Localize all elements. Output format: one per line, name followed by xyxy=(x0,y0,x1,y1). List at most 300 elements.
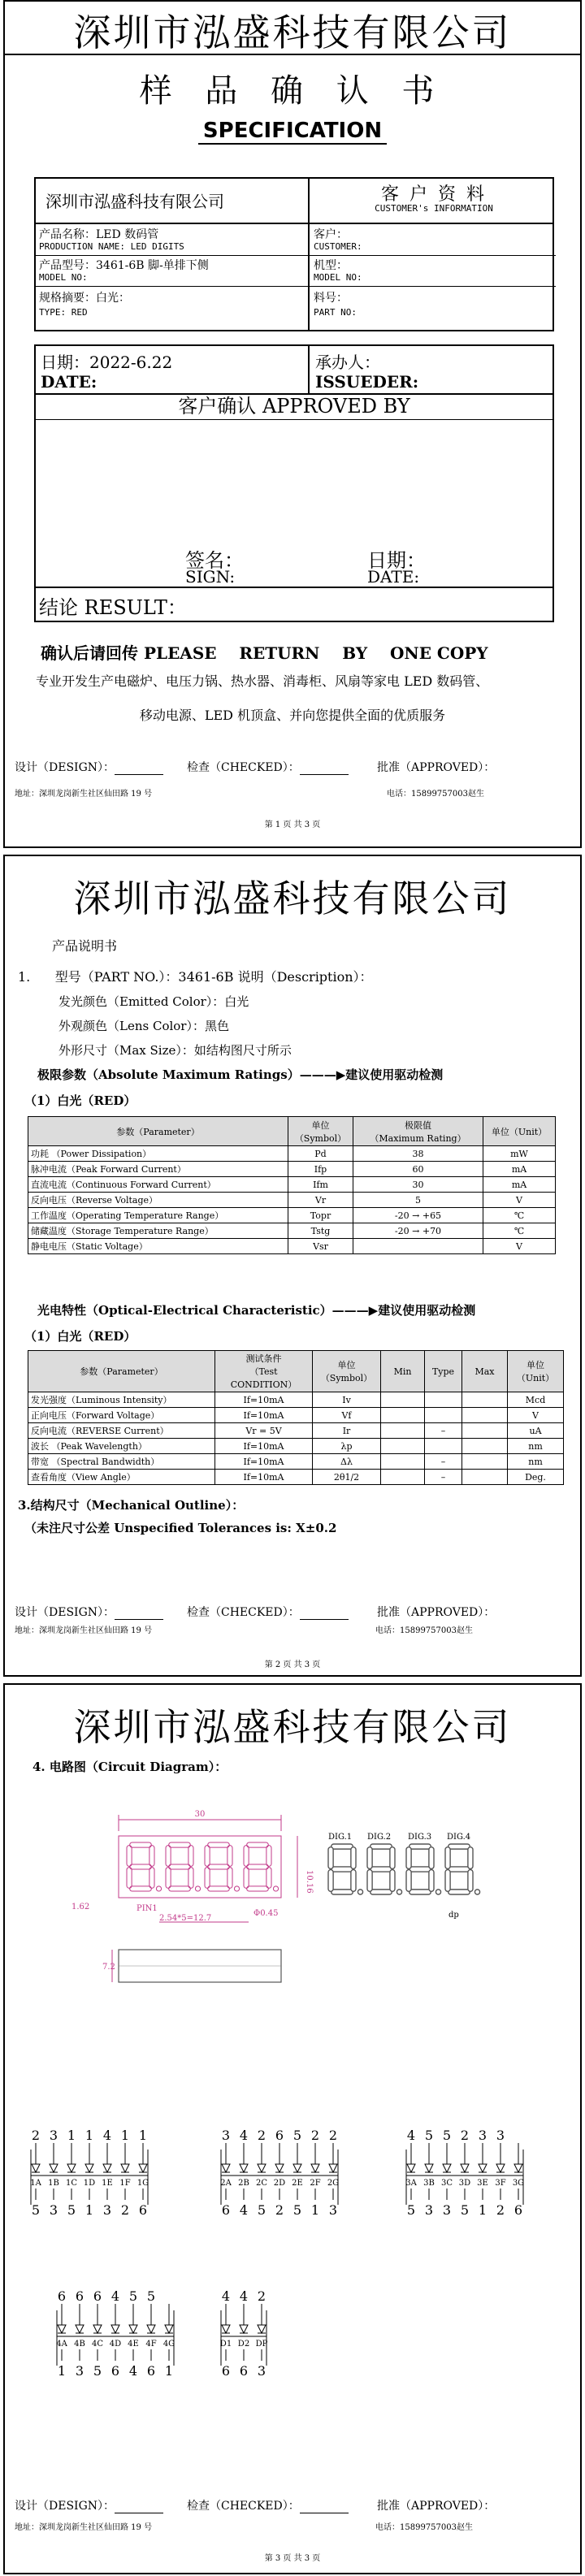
table-cell xyxy=(381,1423,425,1439)
pin-top-label: 5 xyxy=(442,2128,452,2143)
diode-symbol xyxy=(222,2325,230,2333)
footer-phone: 电话：15899757003赵生 xyxy=(387,790,484,799)
table-cell xyxy=(462,1392,508,1408)
dim-top: 30 xyxy=(194,1810,206,1819)
page-1 xyxy=(3,0,582,848)
table-cell: V xyxy=(508,1408,564,1423)
dim-right: 10.16 xyxy=(305,1870,314,1894)
pin-top-label: 4 xyxy=(221,2288,231,2304)
diode-symbol xyxy=(514,2164,522,2172)
table-cell: Iv xyxy=(313,1392,381,1408)
table-cell: 38 xyxy=(353,1146,483,1162)
segment-label: 2F xyxy=(310,2179,321,2188)
desc-line-2: 移动电源、LED 机顶盒、并向您提供全面的优质服务 xyxy=(139,708,446,723)
footer-address: 地址：深圳龙岗新生社区仙田路 19 号 xyxy=(15,790,153,799)
table-cell xyxy=(425,1439,462,1454)
pin-bottom-label: 1 xyxy=(164,2363,174,2379)
pin-top-label: 4 xyxy=(239,2288,249,2304)
table-row xyxy=(28,1162,556,1177)
diode-group-p3.dp xyxy=(220,2288,268,2379)
pin-top-label: 3 xyxy=(221,2128,231,2143)
diode-symbol xyxy=(258,2164,266,2172)
footer-address: 地址：深圳龙岗新生社区仙田路 19 号 xyxy=(15,1626,153,1635)
table-cell: Ir xyxy=(313,1423,381,1439)
col-min: Min xyxy=(381,1351,425,1392)
pin-top-label: 4 xyxy=(102,2128,112,2143)
table-cell: Vr xyxy=(288,1193,353,1208)
table-cell xyxy=(381,1408,425,1423)
spec-summary: 规格摘要：白光： xyxy=(39,292,130,305)
diode-symbol xyxy=(240,2164,248,2172)
pin-top-label: 1 xyxy=(67,2128,76,2143)
footer-approved: 批准（APPROVED）： xyxy=(377,1606,496,1619)
table-cell: 30 xyxy=(353,1177,483,1193)
cust-info-en: CUSTOMER's INFORMATION xyxy=(375,203,493,214)
diode-group-p3.g4 xyxy=(56,2288,175,2379)
footer-phone: 电话：15899757003赵生 xyxy=(375,1626,473,1635)
table-row xyxy=(28,1470,564,1485)
table-cell: Δλ xyxy=(313,1454,381,1470)
diode-symbol xyxy=(425,2164,433,2172)
dp-label: dp xyxy=(448,1911,459,1920)
table-cell xyxy=(353,1239,483,1254)
diode-symbol xyxy=(496,2164,505,2172)
diode-symbol xyxy=(103,2164,111,2172)
col-max: Max xyxy=(462,1351,508,1392)
max-size: 外形尺寸（Max Size）：如结构图尺寸所示 xyxy=(58,1043,292,1058)
table-cell: 2θ1/2 xyxy=(313,1470,381,1485)
pin-bottom-label: 4 xyxy=(239,2202,249,2218)
pin-bottom-label: 2 xyxy=(120,2202,130,2218)
sign-cn: 签名： xyxy=(185,549,244,572)
diode-symbol xyxy=(461,2164,469,2172)
segment-label: 3G xyxy=(512,2179,525,2188)
footer-approved: 批准（APPROVED）： xyxy=(377,2500,496,2513)
table-cell: Pd xyxy=(288,1146,353,1162)
limits-heading: 极限参数（Absolute Maximum Ratings）———▶建议使用驱动检测 xyxy=(37,1067,444,1082)
table-cell xyxy=(381,1470,425,1485)
pin-bottom-label: 5 xyxy=(292,2202,302,2218)
table-cell: nm xyxy=(508,1439,564,1454)
circuit-diagram xyxy=(13,2115,574,2424)
company-title: 深圳市泓盛科技有限公司 xyxy=(73,877,512,920)
table-cell: ℃ xyxy=(483,1208,556,1223)
company-title: 深圳市泓盛科技有限公司 xyxy=(73,11,512,54)
table-row xyxy=(28,1177,556,1193)
diode-symbol xyxy=(240,2325,248,2333)
pin-bottom-label: 1 xyxy=(478,2202,488,2218)
pin-bottom-label: 4 xyxy=(128,2363,138,2379)
outline-digit-4 xyxy=(244,1842,279,1891)
type-line: TYPE: RED xyxy=(39,307,88,318)
diode-group-p3.g1 xyxy=(30,2128,149,2218)
segment-label: 4D xyxy=(109,2340,122,2349)
pin-bottom-label: 3 xyxy=(257,2363,266,2379)
table-row xyxy=(28,1392,564,1408)
pin-top-label: 5 xyxy=(292,2128,302,2143)
segment-label: 2A xyxy=(220,2179,232,2188)
table-cell: ℃ xyxy=(483,1223,556,1239)
segment-label: 1C xyxy=(65,2179,78,2188)
production-name: PRODUCTION NAME: LED DIGITS xyxy=(39,241,184,252)
table-row xyxy=(28,1423,564,1439)
issuer-cn: 承办人： xyxy=(315,353,380,372)
segment-label: 3D xyxy=(458,2179,471,2188)
approved-by: 客户确认 APPROVED BY xyxy=(178,395,410,418)
segment-label: 4C xyxy=(91,2340,104,2349)
segment-label: 1G xyxy=(136,2179,150,2188)
doc-title: 样 品 确 认 书 xyxy=(139,72,446,110)
table-row xyxy=(28,1193,556,1208)
model-no: MODEL NO: xyxy=(39,272,88,283)
table-cell: 工作温度（Operating Temperature Range） xyxy=(28,1208,288,1223)
diode-symbol xyxy=(58,2325,66,2333)
table-cell: Vr = 5V xyxy=(215,1423,313,1439)
table-cell xyxy=(462,1470,508,1485)
diode-symbol xyxy=(67,2164,76,2172)
col-condition: 测试条件 （Test CONDITION） xyxy=(215,1351,313,1392)
table-cell: nm xyxy=(508,1454,564,1470)
table-cell: Vsr xyxy=(288,1239,353,1254)
segment-label: 3C xyxy=(440,2179,453,2188)
outline-heading: 3.结构尺寸（Mechanical Outline）： xyxy=(18,1498,245,1513)
table-row xyxy=(28,1239,556,1254)
segment-label: 4E xyxy=(128,2340,139,2349)
table-cell: 查看角度（View Angle） xyxy=(28,1470,215,1485)
segment-label: 2D xyxy=(273,2179,286,2188)
company-title: 深圳市泓盛科技有限公司 xyxy=(73,1705,512,1749)
segment-label: 1E xyxy=(102,2179,113,2188)
pin-bottom-label: 3 xyxy=(328,2202,338,2218)
col-parameter: 参数（Parameter） xyxy=(28,1351,215,1392)
pin-top-label: 2 xyxy=(31,2128,41,2143)
table-cell: If=10mA xyxy=(215,1408,313,1423)
diode-symbol xyxy=(50,2164,58,2172)
footer-design: 设计（DESIGN）： xyxy=(15,1604,163,1620)
outline-digit-3 xyxy=(205,1842,240,1891)
segment-label: 3E xyxy=(477,2179,488,2188)
table-cell: -20 → +70 xyxy=(353,1223,483,1239)
segment-label: DP xyxy=(255,2340,268,2349)
pin-top-label: 3 xyxy=(496,2128,505,2143)
table-cell: – xyxy=(425,1423,462,1439)
table-cell: 功耗 （Power Dissipation） xyxy=(28,1146,288,1162)
table-cell: If=10mA xyxy=(215,1439,313,1454)
company-cell: 深圳市泓盛科技有限公司 xyxy=(46,192,224,211)
table-cell: – xyxy=(425,1454,462,1470)
table-row xyxy=(28,1408,564,1423)
pin-top-label: 3 xyxy=(49,2128,58,2143)
outline-digit-2 xyxy=(166,1842,201,1891)
table-cell: mA xyxy=(483,1162,556,1177)
diode-symbol xyxy=(479,2164,487,2172)
segment-label: 3B xyxy=(423,2179,435,2188)
pin-top-label: 1 xyxy=(120,2128,130,2143)
table-cell: 反向电流（REVERSE Current） xyxy=(28,1423,215,1439)
diode-symbol xyxy=(258,2325,266,2333)
table-cell: -20 → +65 xyxy=(353,1208,483,1223)
col-unit: 单位 （Unit） xyxy=(508,1351,564,1392)
table-row xyxy=(28,1146,556,1162)
table-cell: V xyxy=(483,1193,556,1208)
table-row xyxy=(28,1439,564,1454)
approval-box xyxy=(34,379,554,622)
table-cell xyxy=(425,1408,462,1423)
table-cell: Ifp xyxy=(288,1162,353,1177)
part-no-line: 1. 型号（PART NO.）：3461-6B 说明（Description）： xyxy=(18,969,373,985)
page-number: 第 2 页 共 3 页 xyxy=(264,1660,321,1669)
pin-top-label: 5 xyxy=(146,2288,156,2304)
segment-label: D2 xyxy=(237,2340,250,2349)
pin-top-label: 1 xyxy=(138,2128,148,2143)
lens-color: 外观颜色（Lens Color）：黑色 xyxy=(58,1019,229,1033)
table-cell: 5 xyxy=(353,1193,483,1208)
pin-top-label: 4 xyxy=(239,2128,249,2143)
return-note: 确认后请回传 PLEASE RETURN BY ONE COPY xyxy=(41,643,488,663)
segment-label: 1D xyxy=(83,2179,96,2188)
table-cell: If=10mA xyxy=(215,1392,313,1408)
segment-label: D1 xyxy=(219,2340,232,2349)
diode-symbol xyxy=(275,2164,284,2172)
result: 结论 RESULT： xyxy=(39,596,187,619)
optical-heading: 光电特性（Optical-Electrical Characteristic）———▶建议使用驱动检测 xyxy=(37,1303,476,1318)
pin-bottom-label: 6 xyxy=(221,2202,231,2218)
pin-bottom-label: 3 xyxy=(424,2202,434,2218)
sign-en: SIGN: xyxy=(185,567,236,587)
diode-symbol xyxy=(93,2325,102,2333)
diode-symbol xyxy=(407,2164,415,2172)
table-cell: 波长 （Peak Wavelength） xyxy=(28,1439,215,1454)
pin-top-label: 5 xyxy=(424,2128,434,2143)
circuit-heading: 4. 电路图（Circuit Diagram）： xyxy=(32,1760,228,1774)
diode-symbol xyxy=(311,2164,319,2172)
table-cell: λp xyxy=(313,1439,381,1454)
footer-approved: 批准（APPROVED）： xyxy=(377,761,496,774)
diode-symbol xyxy=(121,2164,129,2172)
product-name: 产品名称：LED 数码管 xyxy=(39,228,159,241)
dim-pitch: 2.54*5=12.7 xyxy=(159,1914,212,1923)
segment-label: 1B xyxy=(48,2179,59,2188)
led-digit-4 xyxy=(445,1844,480,1894)
col-unit: 单位（Unit） xyxy=(483,1117,556,1146)
pin-top-label: 6 xyxy=(275,2128,284,2143)
footer-check: 检查（CHECKED）： xyxy=(187,2497,349,2513)
max-ratings-table xyxy=(28,1116,556,1254)
customer-cn: 客户： xyxy=(314,228,348,241)
pin-bottom-label: 2 xyxy=(496,2202,505,2218)
segment-label: 1A xyxy=(30,2179,41,2188)
diode-symbol xyxy=(129,2325,137,2333)
table-cell: 反向电压（Reverse Voltage） xyxy=(28,1193,288,1208)
table-cell: Mcd xyxy=(508,1392,564,1408)
tolerance-note: （未注尺寸公差 Unspecified Tolerances is: X±0.2 xyxy=(24,1521,337,1535)
diode-symbol xyxy=(293,2164,301,2172)
segment-label: 4F xyxy=(145,2340,157,2349)
pin-bottom-label: 6 xyxy=(138,2202,148,2218)
diode-group-p3.g3 xyxy=(405,2128,524,2218)
segment-label: 4A xyxy=(56,2340,67,2349)
pin-bottom-label: 6 xyxy=(221,2363,231,2379)
pin-top-label: 2 xyxy=(328,2128,338,2143)
col-max: 极限值 （Maximum Rating） xyxy=(353,1117,483,1146)
pin-top-label: 2 xyxy=(257,2128,266,2143)
led-digit-1 xyxy=(328,1844,363,1894)
pin-top-label: 6 xyxy=(57,2288,67,2304)
table-cell: 脉冲电流（Peak Forward Current） xyxy=(28,1162,288,1177)
footer-address: 地址：深圳龙岗新生社区仙田路 19 号 xyxy=(15,2523,153,2532)
footer-phone: 电话：15899757003赵生 xyxy=(375,2523,473,2532)
pin-bottom-label: 1 xyxy=(84,2202,94,2218)
pin-bottom-label: 5 xyxy=(460,2202,470,2218)
emit-color: 发光颜色（Emitted Color）：白光 xyxy=(58,994,249,1009)
pin-bottom-label: 3 xyxy=(102,2202,112,2218)
manual-heading: 产品说明书 xyxy=(52,938,118,954)
table-cell xyxy=(381,1439,425,1454)
table-cell: mW xyxy=(483,1146,556,1162)
issuer-en: ISSUEDER: xyxy=(315,372,419,392)
table-cell: 直流电流（Continuous Forward Current） xyxy=(28,1177,288,1193)
table-cell: 储藏温度（Storage Temperature Range） xyxy=(28,1223,288,1239)
table-cell: uA xyxy=(508,1423,564,1439)
segment-label: 2B xyxy=(238,2179,249,2188)
pin-bottom-label: 5 xyxy=(67,2202,76,2218)
table-cell: Topr xyxy=(288,1208,353,1223)
table-cell xyxy=(425,1392,462,1408)
table-row xyxy=(28,1454,564,1470)
white-heading-1: （1）白光（RED） xyxy=(24,1093,136,1108)
table-cell: 带宽 （Spectral Bandwidth） xyxy=(28,1454,215,1470)
pin-bottom-label: 5 xyxy=(93,2363,102,2379)
customer-en: CUSTOMER: xyxy=(314,241,362,252)
table-cell: Vf xyxy=(313,1408,381,1423)
diode-symbol xyxy=(76,2325,84,2333)
led-digit-2 xyxy=(367,1844,402,1894)
table-cell: 发光强度（Luminous Intensity） xyxy=(28,1392,215,1408)
date-en: DATE: xyxy=(41,372,98,392)
table-cell: 60 xyxy=(353,1162,483,1177)
segment-label: 4G xyxy=(162,2340,176,2349)
footer-design: 设计（DESIGN）： xyxy=(15,759,163,775)
footer-check: 检查（CHECKED）： xyxy=(187,759,349,775)
sign-date-cn: 日期： xyxy=(367,549,426,572)
table-cell: If=10mA xyxy=(215,1454,313,1470)
page-number: 第 1 页 共 3 页 xyxy=(264,820,321,829)
diode-symbol xyxy=(165,2325,173,2333)
led-digit-3 xyxy=(406,1844,441,1894)
sign-date-en: DATE: xyxy=(367,567,420,587)
pin-bottom-label: 3 xyxy=(75,2363,84,2379)
segment-label: 3F xyxy=(495,2179,506,2188)
col-parameter: 参数（Parameter） xyxy=(28,1117,288,1146)
product-model: 产品型号：3461-6B 脚-单排下侧 xyxy=(39,259,209,272)
table-cell: V xyxy=(483,1239,556,1254)
dig-4-label: DIG.4 xyxy=(447,1833,471,1842)
pin-top-label: 6 xyxy=(93,2288,102,2304)
machine-cn: 机型： xyxy=(314,259,348,272)
diode-symbol xyxy=(85,2164,93,2172)
pin-top-label: 4 xyxy=(406,2128,416,2143)
outline-drawing xyxy=(70,1807,574,2050)
segment-label: 1F xyxy=(119,2179,131,2188)
part-en: PART NO: xyxy=(314,307,357,318)
table-cell: Deg. xyxy=(508,1470,564,1485)
page-2 xyxy=(3,855,582,1677)
pin-top-label: 1 xyxy=(84,2128,94,2143)
table-row xyxy=(28,1223,556,1239)
pin-bottom-label: 5 xyxy=(257,2202,266,2218)
diode-group-p3.g2 xyxy=(220,2128,339,2218)
white-heading-2: （1）白光（RED） xyxy=(24,1329,136,1344)
machine-en: MODEL NO: xyxy=(314,272,362,283)
table-cell: – xyxy=(425,1470,462,1485)
doc-subtitle: SPECIFICATION xyxy=(5,119,580,143)
footer-check: 检查（CHECKED）： xyxy=(187,1604,349,1620)
pin-bottom-label: 6 xyxy=(239,2363,249,2379)
table-cell: 静电电压（Static Voltage） xyxy=(28,1239,288,1254)
table-cell xyxy=(462,1454,508,1470)
page-3 xyxy=(3,1683,582,2574)
table-cell xyxy=(381,1392,425,1408)
col-symbol: 单位 （Symbol） xyxy=(288,1117,353,1146)
table-cell: Ifm xyxy=(288,1177,353,1193)
table-row xyxy=(28,1208,556,1223)
segment-label: 2E xyxy=(292,2179,303,2188)
col-symbol: 单位 （Symbol） xyxy=(313,1351,381,1392)
segment-label: 2C xyxy=(255,2179,268,2188)
diode-symbol xyxy=(147,2325,155,2333)
info-table xyxy=(34,177,554,331)
segment-label: 2G xyxy=(327,2179,340,2188)
date-cn: 日期：2022-6.22 xyxy=(41,353,173,372)
pin1-label: PIN1 xyxy=(136,1904,158,1913)
page-number: 第 3 页 共 3 页 xyxy=(264,2554,321,2563)
segment-label: 4B xyxy=(74,2340,85,2349)
pin-bottom-label: 6 xyxy=(514,2202,523,2218)
desc-line-1: 专业开发生产电磁炉、电压力锅、热水器、消毒柜、风扇等家电 LED 数码管、 xyxy=(36,673,489,689)
pin-bottom-label: 6 xyxy=(146,2363,156,2379)
pin-top-label: 4 xyxy=(110,2288,120,2304)
diode-symbol xyxy=(32,2164,40,2172)
cust-info-cn: 客 户 资 料 xyxy=(381,184,487,205)
dim-side: 7.2 xyxy=(102,1963,115,1972)
dig-3-label: DIG.3 xyxy=(408,1833,432,1842)
table-cell xyxy=(462,1423,508,1439)
segment-label: 3A xyxy=(405,2179,417,2188)
dim-left: 1.62 xyxy=(72,1903,90,1911)
pin-top-label: 2 xyxy=(460,2128,470,2143)
pin-bottom-label: 2 xyxy=(275,2202,284,2218)
dig-1-label: DIG.1 xyxy=(328,1833,353,1842)
pin-bottom-label: 3 xyxy=(442,2202,452,2218)
pin-top-label: 5 xyxy=(128,2288,138,2304)
pin-top-label: 2 xyxy=(310,2128,320,2143)
table-cell: 正向电压（Forward Voltage） xyxy=(28,1408,215,1423)
table-cell: If=10mA xyxy=(215,1470,313,1485)
pin-top-label: 2 xyxy=(257,2288,266,2304)
table-cell xyxy=(462,1439,508,1454)
table-cell: mA xyxy=(483,1177,556,1193)
diode-symbol xyxy=(111,2325,119,2333)
pin-top-label: 3 xyxy=(478,2128,488,2143)
pin-bottom-label: 3 xyxy=(49,2202,58,2218)
module-outline xyxy=(119,1836,281,1898)
col-type: Type xyxy=(425,1351,462,1392)
pin-bottom-label: 5 xyxy=(31,2202,41,2218)
pin-bottom-label: 6 xyxy=(110,2363,120,2379)
pin-bottom-label: 1 xyxy=(57,2363,67,2379)
pin-top-label: 6 xyxy=(75,2288,84,2304)
pin-diameter: Φ0.45 xyxy=(254,1909,279,1918)
